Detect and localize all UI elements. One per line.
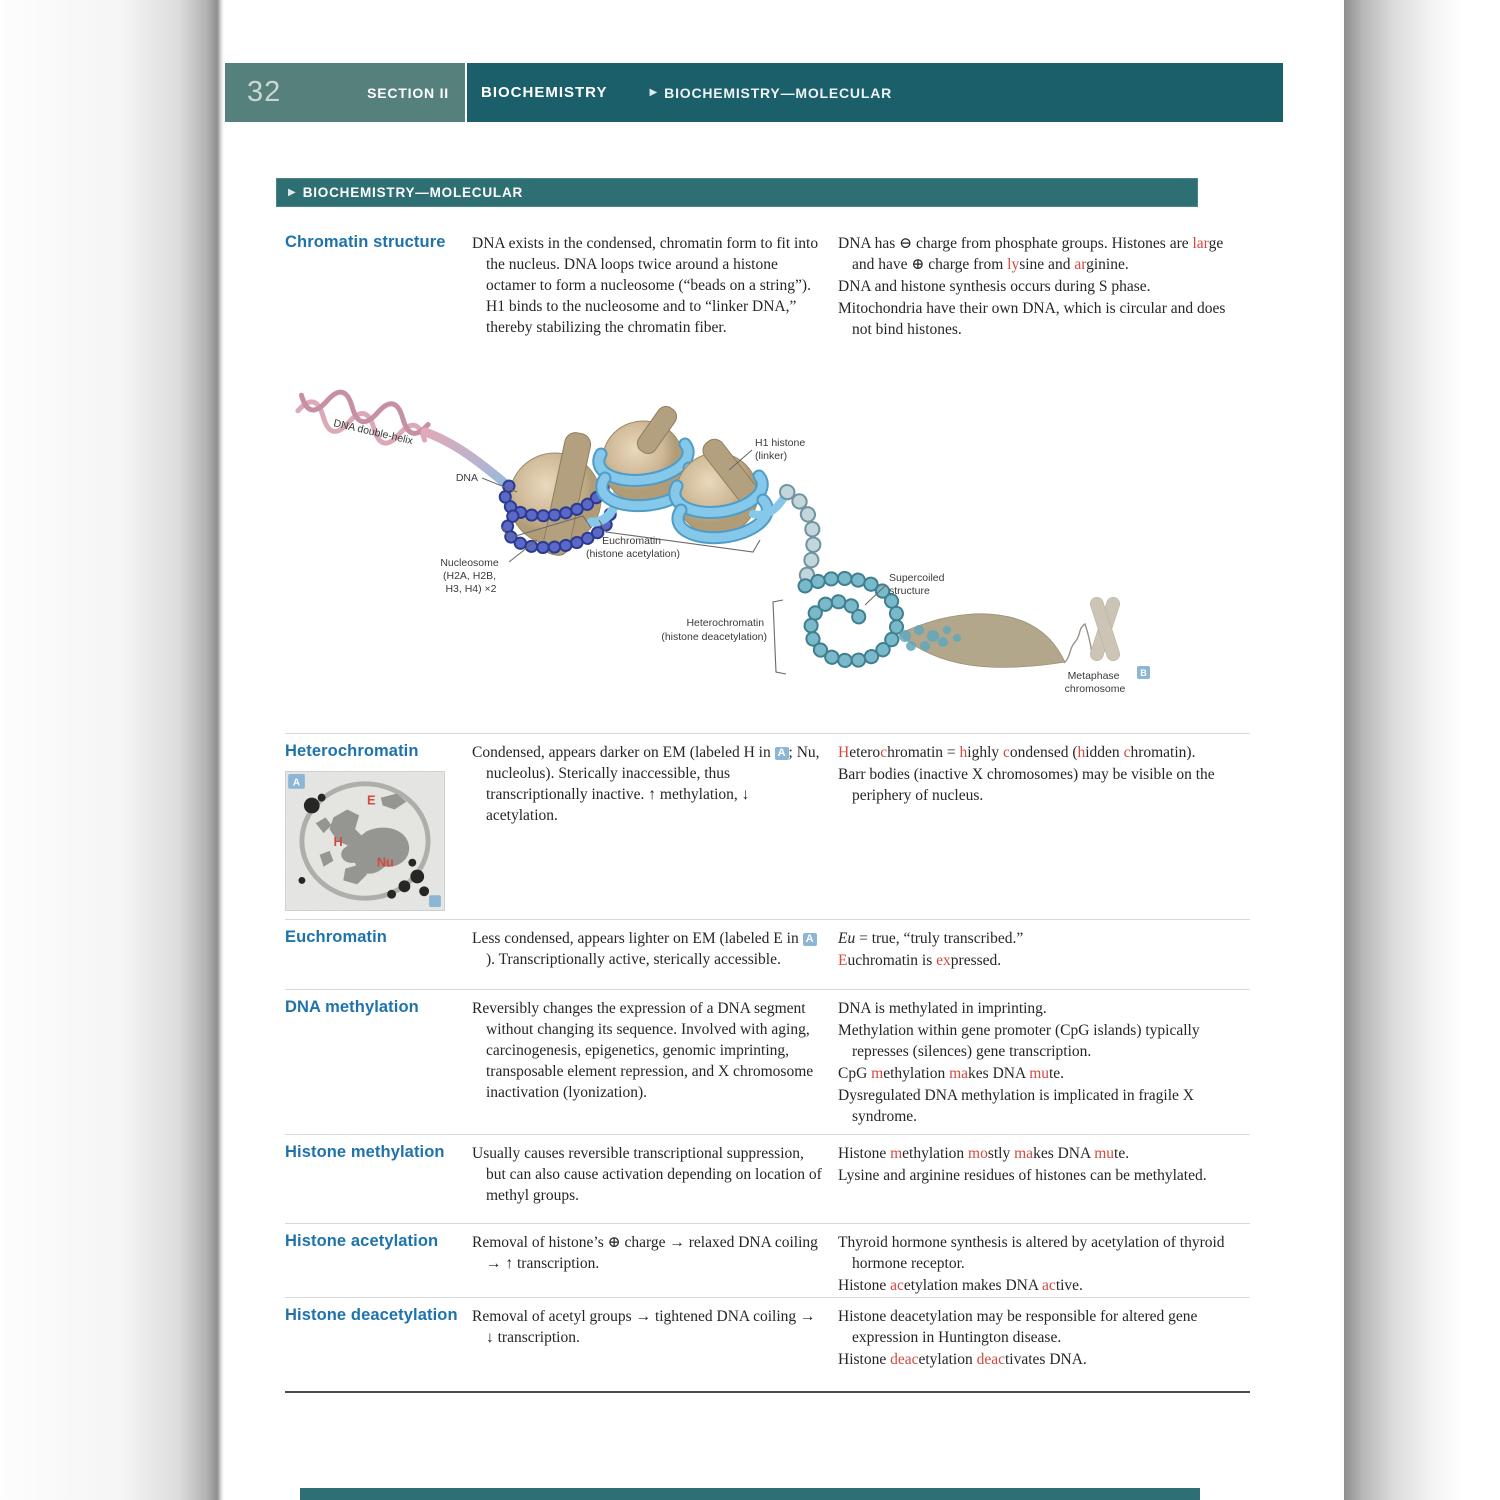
mnemonic-cell xyxy=(838,233,1250,368)
section-banner-label: BIOCHEMISTRY—MOLECULAR xyxy=(302,185,524,200)
table-row-histone-deacetylation xyxy=(285,1297,1250,1391)
row-heading: Histone deacetylation xyxy=(285,1306,458,1324)
chapter-label: BIOCHEMISTRY xyxy=(481,84,608,101)
paragraph: Histone deacetylation may be responsible for altered gene expression in Huntington disease. xyxy=(838,1308,1198,1346)
condensing-fiber-ribbon xyxy=(899,614,1065,668)
paragraph: DNA exists in the condensed, chromatin form to fit into the nucleus. DNA loops twice around a histone octamer to form a nucleosome (“beads on a string”). H1 binds to the nucleosome and to “linker DNA,” thereby stabilizing the chromatin fiber. xyxy=(472,235,819,336)
breadcrumb-arrow-icon: ▶ xyxy=(649,87,658,98)
heterochromatin-bracket xyxy=(773,600,786,674)
table-row-heterochromatin xyxy=(285,733,1250,919)
mnemonic-cell xyxy=(838,998,1250,1134)
row-heading-cell xyxy=(285,1306,472,1391)
row-heading: Histone acetylation xyxy=(285,1232,439,1250)
paragraph: Removal of acetyl groups → tightened DNA coiling → ↓ transcription. xyxy=(472,1308,816,1346)
image-corner-badge xyxy=(429,895,441,907)
page-left-edge-shadow xyxy=(0,0,224,1500)
description-cell xyxy=(472,1232,838,1297)
label-supercoiled: Supercoiled structure xyxy=(889,572,945,597)
row-heading: DNA methylation xyxy=(285,998,419,1016)
description-cell xyxy=(472,928,838,989)
section-banner xyxy=(276,178,1198,207)
row-heading-cell xyxy=(285,928,472,989)
paragraph: Histone acetylation makes DNA active. xyxy=(838,1277,1083,1294)
em-label-heterochromatin: H xyxy=(333,833,343,849)
table-row-histone-acetylation xyxy=(285,1223,1250,1297)
row-heading: Histone methylation xyxy=(285,1143,445,1161)
description-cell xyxy=(472,998,838,1134)
label-euchromatin: Euchromatin (histone acetylation) xyxy=(586,535,680,560)
svg-text:A: A xyxy=(292,777,301,789)
chromatin-diagram xyxy=(285,374,1250,706)
row-heading: Chromatin structure xyxy=(285,233,446,251)
description-cell xyxy=(472,1143,838,1223)
mnemonic-cell xyxy=(838,1143,1250,1223)
paragraph: DNA is methylated in imprinting. xyxy=(838,1000,1047,1017)
label-metaphase-chromosome: Metaphase chromosome xyxy=(1064,670,1126,695)
mnemonic-cell xyxy=(838,1306,1250,1391)
paragraph: DNA has ⊖ charge from phosphate groups. Histones are large and have ⊕ charge from lysine and arginine. xyxy=(838,235,1224,273)
paragraph: Less condensed, appears lighter on EM (labeled E in A). Transcriptionally active, sterically accessible. xyxy=(472,928,824,970)
chromosome-tether-squiggle xyxy=(1064,624,1092,663)
label-h1-histone: H1 histone (linker) xyxy=(755,437,806,462)
label-nucleosome: Nucleosome (H2A, H2B, H3, H4) ×2 xyxy=(440,557,499,595)
paragraph: Reversibly changes the expression of a DNA segment without changing its sequence. Involved with aging, carcinogenesis, epigenetics, genomic imprinting, transposable element repression, and X chromosome inactivation (lyonization). xyxy=(472,1000,814,1101)
section-label: SECTION II xyxy=(367,84,449,101)
em-label-euchromatin: E xyxy=(366,792,376,808)
page-right-edge-shadow xyxy=(1344,0,1500,1500)
row-heading: Euchromatin xyxy=(285,928,387,946)
paragraph: Methylation within gene promoter (CpG islands) typically represses (silences) gene transcription. xyxy=(838,1022,1200,1060)
em-label-nucleolus: Nu xyxy=(376,854,394,870)
row-heading-cell xyxy=(285,1232,472,1297)
em-image-nucleus xyxy=(285,771,445,911)
paragraph: DNA and histone synthesis occurs during S phase. xyxy=(838,278,1151,295)
next-page-edge-strip xyxy=(300,1488,1200,1500)
label-dna: DNA xyxy=(455,472,478,484)
paragraph: CpG methylation makes DNA mute. xyxy=(838,1065,1065,1082)
svg-text:B: B xyxy=(1140,668,1147,678)
paragraph: Eu = true, “truly transcribed.” xyxy=(838,930,1024,947)
table-row-euchromatin xyxy=(285,919,1250,989)
table-row-chromatin-structure xyxy=(285,225,1250,733)
paragraph: Thyroid hormone synthesis is altered by acetylation of thyroid hormone receptor. xyxy=(838,1234,1225,1272)
paragraph: Heterochromatin = highly condensed (hidden chromatin). xyxy=(838,744,1196,761)
paragraph: Usually causes reversible transcriptional suppression, but can also cause activation depending on location of methyl groups. xyxy=(472,1145,822,1204)
paragraph: Mitochondria have their own DNA, which is circular and does not bind histones. xyxy=(838,300,1226,338)
header-section-box xyxy=(225,63,467,122)
header-chapter-area xyxy=(467,63,1283,122)
paragraph: Barr bodies (inactive X chromosomes) may be visible on the periphery of nucleus. xyxy=(838,766,1215,804)
image-ref-a-badge xyxy=(288,774,305,789)
paragraph: Histone methylation mostly makes DNA mute. xyxy=(838,1145,1130,1162)
paragraph: Lysine and arginine residues of histones can be methylated. xyxy=(838,1167,1207,1184)
description-cell xyxy=(472,742,838,919)
breadcrumb-label: BIOCHEMISTRY—MOLECULAR xyxy=(664,84,893,101)
table-row-dna-methylation xyxy=(285,989,1250,1134)
page-header xyxy=(225,63,1283,122)
paragraph: Euchromatin is expressed. xyxy=(838,952,1002,969)
section-banner-arrow-icon: ▶ xyxy=(288,187,296,198)
metaphase-chromosome-illustration xyxy=(1089,596,1122,663)
paragraph: Removal of histone’s ⊕ charge → relaxed DNA coiling → ↑ transcription. xyxy=(472,1234,818,1272)
paragraph: Histone deacetylation deactivates DNA. xyxy=(838,1351,1087,1368)
image-ref-b-badge xyxy=(1137,666,1150,679)
row-heading-cell xyxy=(285,998,472,1134)
page-number: 32 xyxy=(247,76,282,108)
description-cell xyxy=(472,233,838,368)
nucleosome-1-illustration xyxy=(505,431,610,558)
table-row-histone-methylation xyxy=(285,1134,1250,1223)
paragraph: Condensed, appears darker on EM (labeled H in A ; Nu, nucleolus). Sterically inaccessible, thus transcriptionally inactive. ↑ methylation, ↓ acetylation. xyxy=(472,744,820,824)
row-heading-cell xyxy=(285,1143,472,1223)
row-heading: Heterochromatin xyxy=(285,742,419,760)
mnemonic-cell xyxy=(838,742,1250,919)
label-dna-double-helix: DNA double-helix xyxy=(332,417,415,448)
label-heterochromatin: Heterochromatin (histone deacetylation) xyxy=(661,617,767,643)
description-cell xyxy=(472,1306,838,1391)
fact-table xyxy=(285,225,1250,1393)
mnemonic-cell xyxy=(838,1232,1250,1297)
supercoiled-structure-illustration xyxy=(805,578,897,660)
bead-chain-illustration xyxy=(787,492,813,586)
paragraph: Dysregulated DNA methylation is implicated in fragile X syndrome. xyxy=(838,1087,1194,1125)
row-heading-cell xyxy=(285,742,472,919)
row-heading-cell xyxy=(285,233,472,368)
mnemonic-cell xyxy=(838,928,1250,989)
breadcrumb xyxy=(649,85,892,101)
